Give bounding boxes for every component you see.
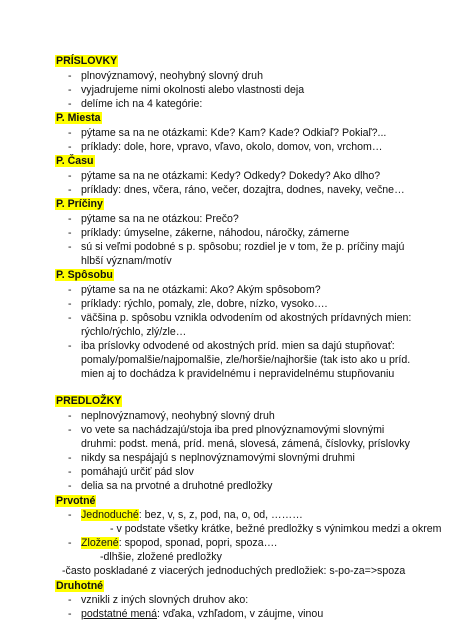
list-item: - delíme ich na 4 kategórie: (68, 98, 203, 110)
sub-item: - v podstate všetky krátke, bežné predložky s výnimkou medzi a okrem (110, 523, 442, 535)
subsection-heading: Prvotné (56, 495, 96, 507)
list-item: - pýtame sa na ne otázkami: Kedy? Odkedy? Dokedy? Ako dlho? (68, 170, 381, 182)
list-item: - nikdy sa nespájajú s neplnovýznamovými slovnými druhmi (68, 452, 355, 464)
list-item: - príklady: dnes, včera, ráno, večer, dozajtra, dodnes, naveky, večne… (68, 184, 405, 196)
list-item: - príklady: dole, hore, vpravo, vľavo, okolo, domov, von, vrchom… (68, 141, 383, 153)
highlighted-term: Zložené (81, 537, 119, 549)
list-item: - plnovýznamový, neohybný slovný druh (68, 70, 263, 82)
list-item: - neplnovýznamový, neohybný slovný druh (68, 410, 275, 422)
list-item: - pomáhajú určiť pád slov (68, 466, 194, 478)
subsection-heading: P. Príčiny (56, 198, 103, 210)
list-item: - pýtame sa na ne otázkou: Prečo? (68, 213, 239, 225)
list-item: - pýtame sa na ne otázkami: Ako? Akým spôsobom? (68, 284, 321, 296)
list-item-continuation: hlbší význam/motív (81, 255, 172, 267)
list-item: - delia sa na prvotné a druhotné predložky (68, 480, 273, 492)
list-item: - Zložené: spopod, sponad, popri, spoza…. (68, 537, 278, 549)
list-item: - príklady: úmyselne, zákerne, náhodou, náročky, zámerne (68, 227, 350, 239)
list-item-continuation: rýchlo/rýchlo, zlý/zle… (81, 326, 187, 338)
list-item: - sú si veľmi podobné s p. spôsobu; rozdiel je v tom, že p. príčiny majú (68, 241, 405, 253)
list-item: - vo vete sa nachádzajú/stoja iba pred plnovýznamovými slovnými (68, 424, 385, 436)
list-item-continuation: druhmi: podst. mená, príd. mená, slovesá, zámená, číslovky, príslovky (81, 438, 410, 450)
list-item: - príklady: rýchlo, pomaly, zle, dobre, nízko, vysoko…. (68, 298, 328, 310)
subsection-heading: P. Času (56, 155, 94, 167)
section-heading: PRÍSLOVKY (56, 55, 118, 67)
section-heading: PREDLOŽKY (56, 395, 122, 407)
underlined-term: podstatné mená (81, 608, 157, 620)
list-item: - Jednoduché: bez, v, s, z, pod, na, o, od, ……… (68, 509, 303, 521)
list-item-continuation: pomaly/pomalšie/najpomalšie, zle/horšie/najhoršie (tak isto ako u príd. (81, 354, 411, 366)
subsection-heading: Druhotné (56, 580, 104, 592)
list-item: - pýtame sa na ne otázkami: Kde? Kam? Kade? Odkiaľ? Pokiaľ?... (68, 127, 387, 139)
list-item-continuation: mien aj to dochádza k pravidelnému i nepravidelnému stupňovaniu (81, 368, 395, 380)
list-item: - vznikli z iných slovných druhov ako: (68, 594, 249, 606)
list-item: - väčšina p. spôsobu vznikla odvodením od akostných prídavných mien: (68, 312, 412, 324)
list-item: - vyjadrujeme nimi okolnosti alebo vlastnosti deja (68, 84, 305, 96)
subsection-heading: P. Spôsobu (56, 269, 113, 281)
note: -často poskladané z viacerých jednoduchých predložiek: s-po-za=>spoza (62, 565, 406, 577)
highlighted-term: Jednoduché (81, 509, 139, 521)
list-item: - podstatné mená: vďaka, vzhľadom, v záujme, vinou (68, 608, 324, 620)
subsection-heading: P. Miesta (56, 112, 101, 124)
sub-item: -dlhšie, zložené predložky (100, 551, 222, 563)
list-item: - iba príslovky odvodené od akostných príd. mien sa dajú stupňovať: (68, 340, 395, 352)
